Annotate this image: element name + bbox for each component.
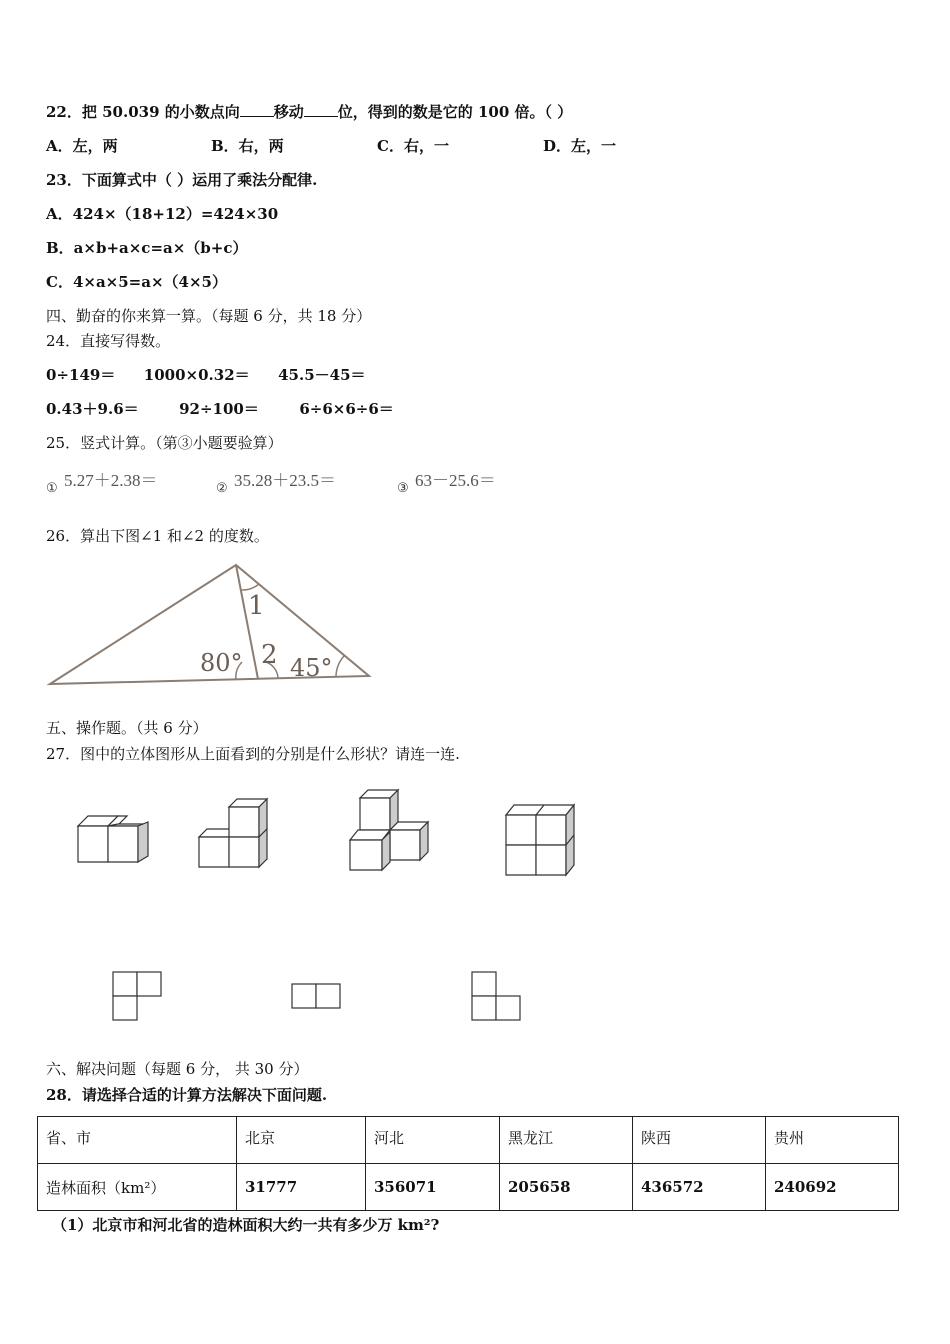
q24-expr: 0.43＋9.6＝ (46, 400, 139, 418)
q23-option-b[interactable]: B．a×b+a×c=a×（b+c） (46, 239, 248, 257)
q25-item-expression: 63－25.6＝ (415, 471, 496, 490)
q24-expr: 1000×0.32＝ (143, 366, 250, 384)
table-header-cell: 北京 (237, 1117, 366, 1164)
table-header-row (38, 1117, 899, 1164)
angle-label-80: 80° (200, 649, 243, 677)
q24-row-2 (46, 399, 394, 419)
q25-item-expression: 35.28＋23.5＝ (234, 471, 336, 490)
section-4-title: 四、勤奋的你来算一算。（每题 6 分，共 18 分） (46, 307, 372, 325)
q24-expr: 0÷149＝ (46, 366, 116, 384)
solid-figure-2[interactable] (197, 795, 277, 871)
q25-stem: 25．竖式计算。（第③小题要验算） (46, 434, 283, 452)
q22-option-a[interactable]: A．左，两 (46, 137, 118, 155)
angle-arc-1 (241, 584, 259, 590)
angle-label-2: 2 (261, 640, 278, 670)
angle-label-45: 45° (290, 654, 333, 682)
q25-item-expression: 5.27＋2.38＝ (64, 471, 158, 490)
section-6-title: 六、解决问题（每题 6 分， 共 30 分） (46, 1060, 309, 1078)
angle-arc-45 (336, 656, 344, 676)
q24-stem: 24．直接写得数。 (46, 332, 171, 350)
table-header-cell: 河北 (366, 1117, 500, 1164)
q22-option-b[interactable]: B．右，两 (211, 137, 284, 155)
solid-figure-1[interactable] (76, 812, 156, 872)
angle-label-1: 1 (248, 591, 265, 621)
table-cell: 356071 (366, 1164, 500, 1211)
table-cell: 240692 (766, 1164, 899, 1211)
q25-item-number: ③ (397, 480, 409, 495)
q26-stem: 26．算出下图∠1 和∠2 的度数。 (46, 527, 269, 545)
table-row-label: 造林面积（km²） (38, 1164, 237, 1211)
q23-stem: 23．下面算式中（ ）运用了乘法分配律. (46, 171, 318, 189)
top-view-shape-2[interactable] (291, 983, 343, 1011)
q24-expr: 6÷6×6÷6＝ (299, 400, 394, 418)
q22-stem: 22．把 50.039 的小数点向 移动 位，得到的数是它的 100 倍。（ ） (46, 103, 573, 121)
solid-figure-4[interactable] (504, 803, 584, 879)
q23-option-c[interactable]: C．4×a×5=a×（4×5） (46, 273, 227, 291)
table-header-cell: 贵州 (766, 1117, 899, 1164)
table-cell: 436572 (633, 1164, 766, 1211)
q27-stem: 27．图中的立体图形从上面看到的分别是什么形状？请连一连. (46, 745, 460, 763)
section-5-title: 五、操作题。（共 6 分） (46, 719, 208, 737)
table-row (38, 1164, 899, 1211)
afforestation-table (37, 1116, 899, 1211)
q22-option-c[interactable]: C．右，一 (377, 137, 449, 155)
table-header-cell: 省、市 (38, 1117, 237, 1164)
q24-row-1 (46, 365, 366, 385)
solid-figure-3[interactable] (348, 788, 438, 874)
q25-item-number: ① (46, 480, 58, 495)
q24-expr: 92÷100＝ (179, 400, 259, 418)
q22-option-d[interactable]: D．左，一 (543, 137, 617, 155)
table-cell: 31777 (237, 1164, 366, 1211)
top-view-shape-1[interactable] (112, 971, 164, 1023)
q23-option-a[interactable]: A．424×（18+12）=424×30 (46, 205, 279, 223)
table-header-cell: 黑龙江 (500, 1117, 633, 1164)
triangle-figure (40, 560, 380, 690)
table-cell: 205658 (500, 1164, 633, 1211)
top-view-shape-3[interactable] (471, 971, 523, 1023)
q28-sub-question-1: （1）北京市和河北省的造林面积大约一共有多少万 km²? (52, 1216, 440, 1234)
q25-item-number: ② (216, 480, 228, 495)
table-header-cell: 陕西 (633, 1117, 766, 1164)
q22-blank-1[interactable] (240, 102, 274, 117)
q22-blank-2[interactable] (304, 102, 338, 117)
q28-stem: 28．请选择合适的计算方法解决下面问题. (46, 1086, 328, 1104)
q24-expr: 45.5－45＝ (278, 366, 366, 384)
